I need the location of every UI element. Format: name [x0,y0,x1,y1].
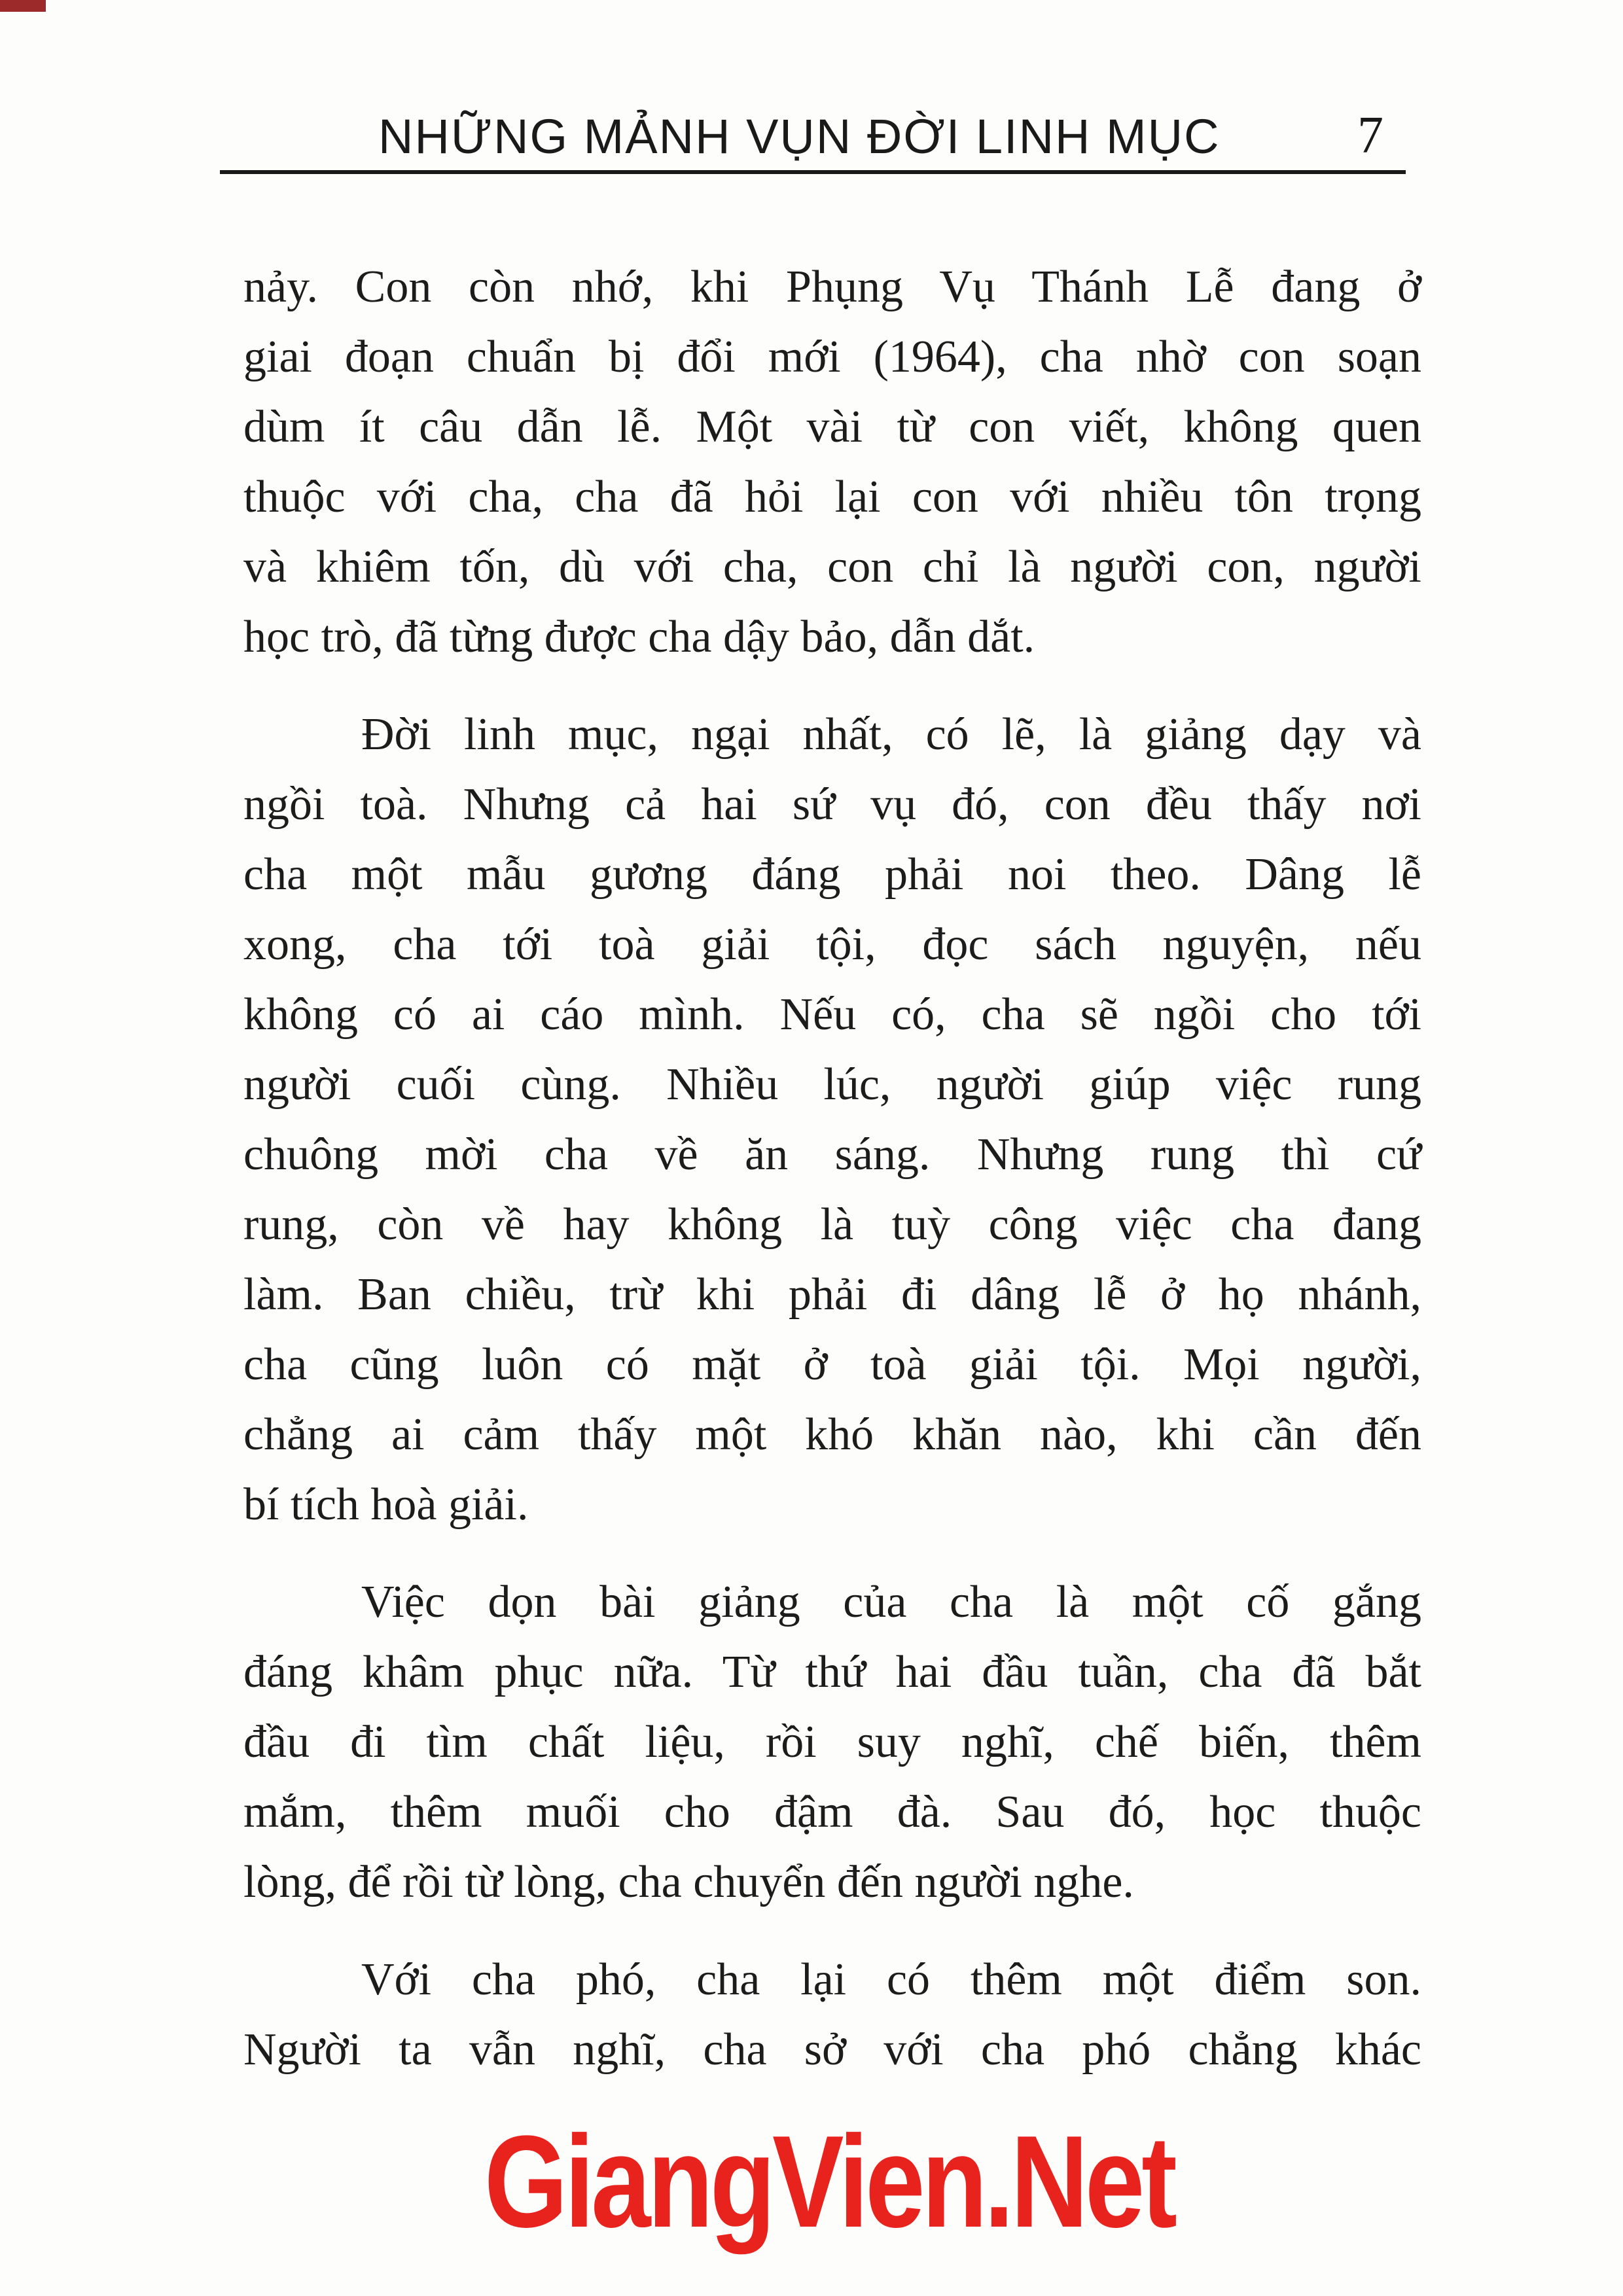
text-line: xong, cha tới toà giải tội, đọc sách nguyện, nếu [243,919,1421,970]
text-line: giai đoạn chuẩn bị đổi mới (1964), cha nhờ con soạn [243,332,1421,382]
text-line: đáng khâm phục nữa. Từ thứ hai đầu tuần, cha đã bắt [243,1647,1421,1697]
text-line: Việc dọn bài giảng của cha là một cố gắng [361,1577,1421,1627]
body-text [243,252,1421,2112]
page-corner-mark [0,0,46,12]
text-line: nảy. Con còn nhớ, khi Phụng Vụ Thánh Lễ đang ở [243,262,1421,312]
paragraph-1 [243,252,1421,672]
text-line: dùm ít câu dẫn lễ. Một vài từ con viết, không quen [243,402,1421,452]
text-line: chẳng ai cảm thấy một khó khăn nào, khi cần đến [243,1409,1421,1460]
text-line: người cuối cùng. Nhiều lúc, người giúp việc rung [243,1059,1421,1110]
text-line: lòng, để rồi từ lòng, cha chuyển đến người nghe. [243,1857,1134,1907]
paragraph-2 [243,699,1421,1540]
text-line: Với cha phó, cha lại có thêm một điểm son. [361,1954,1421,2005]
text-line: rung, còn về hay không là tuỳ công việc cha đang [243,1199,1421,1250]
page-number: 7 [1357,107,1383,164]
text-line: ngồi toà. Nhưng cả hai sứ vụ đó, con đều thấy nơi [243,779,1421,830]
text-line: không có ai cáo mình. Nếu có, cha sẽ ngồi cho tới [243,989,1421,1040]
text-line: làm. Ban chiều, trừ khi phải đi dâng lễ ở họ nhánh, [243,1269,1421,1320]
text-line: đầu đi tìm chất liệu, rồi suy nghĩ, chế biến, thêm [243,1717,1421,1767]
text-line: cha một mẫu gương đáng phải noi theo. Dâng lễ [243,849,1421,900]
text-line: cha cũng luôn có mặt ở toà giải tội. Mọi người, [243,1339,1421,1390]
text-line: và khiêm tốn, dù với cha, con chỉ là người con, người [243,542,1421,592]
text-line: học trò, đã từng được cha dậy bảo, dẫn dắt. [243,612,1035,662]
text-line: thuộc với cha, cha đã hỏi lại con với nhiều tôn trọng [243,472,1421,522]
text-line: Người ta vẫn nghĩ, cha sở với cha phó chẳng khác [243,2024,1421,2075]
running-header [220,105,1406,177]
running-title: NHỮNG MẢNH VỤN ĐỜI LINH MỤC [378,109,1221,164]
watermark-logo: GiangVien.Net [484,2109,1174,2255]
text-line: bí tích hoà giải. [243,1479,529,1530]
text-line: Đời linh mục, ngại nhất, có lẽ, là giảng dạy và [361,709,1421,760]
header-rule [220,170,1406,174]
paragraph-3 [243,1567,1421,1917]
text-line: mắm, thêm muối cho đậm đà. Sau đó, học thuộc [243,1787,1421,1837]
text-line: chuông mời cha về ăn sáng. Nhưng rung thì cứ [243,1129,1421,1180]
paragraph-4 [243,1945,1421,2085]
